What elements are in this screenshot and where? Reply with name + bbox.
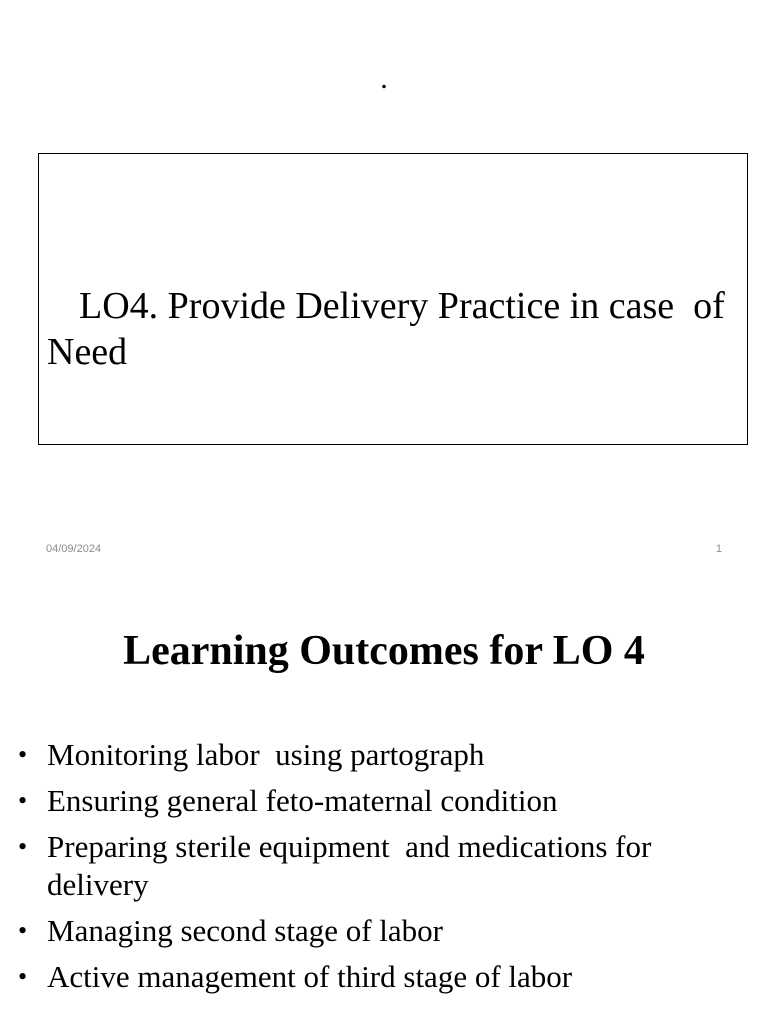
- slide-header-dot: .: [380, 62, 388, 95]
- bullet-icon: •: [18, 962, 28, 991]
- slide-number: 1: [715, 543, 722, 555]
- title-box: [38, 153, 748, 445]
- list-item: [18, 958, 738, 996]
- list-item: [18, 912, 738, 950]
- list-item: [18, 782, 738, 820]
- list-item-text: Monitoring labor using partograph: [47, 737, 485, 772]
- list-item-text: Managing second stage of labor: [47, 913, 443, 948]
- learning-outcomes-list: [18, 736, 738, 1004]
- list-item: [18, 828, 738, 904]
- learning-outcomes-title: Learning Outcomes for LO 4: [123, 628, 645, 674]
- footer-date: 04/09/2024: [46, 543, 102, 555]
- list-item-text: Active management of third stage of labor: [47, 959, 573, 994]
- slide-2: [0, 576, 768, 1024]
- list-item-text: Preparing sterile equipment and medications for delivery: [47, 829, 660, 902]
- bullet-icon: •: [18, 916, 28, 945]
- list-item-text: Ensuring general feto-maternal condition: [47, 783, 558, 818]
- slide-title: LO4. Provide Delivery Practice in case of Need: [47, 285, 735, 373]
- bullet-icon: •: [18, 786, 28, 815]
- bullet-icon: •: [18, 832, 28, 861]
- bullet-icon: •: [18, 740, 28, 769]
- list-item: [18, 736, 738, 774]
